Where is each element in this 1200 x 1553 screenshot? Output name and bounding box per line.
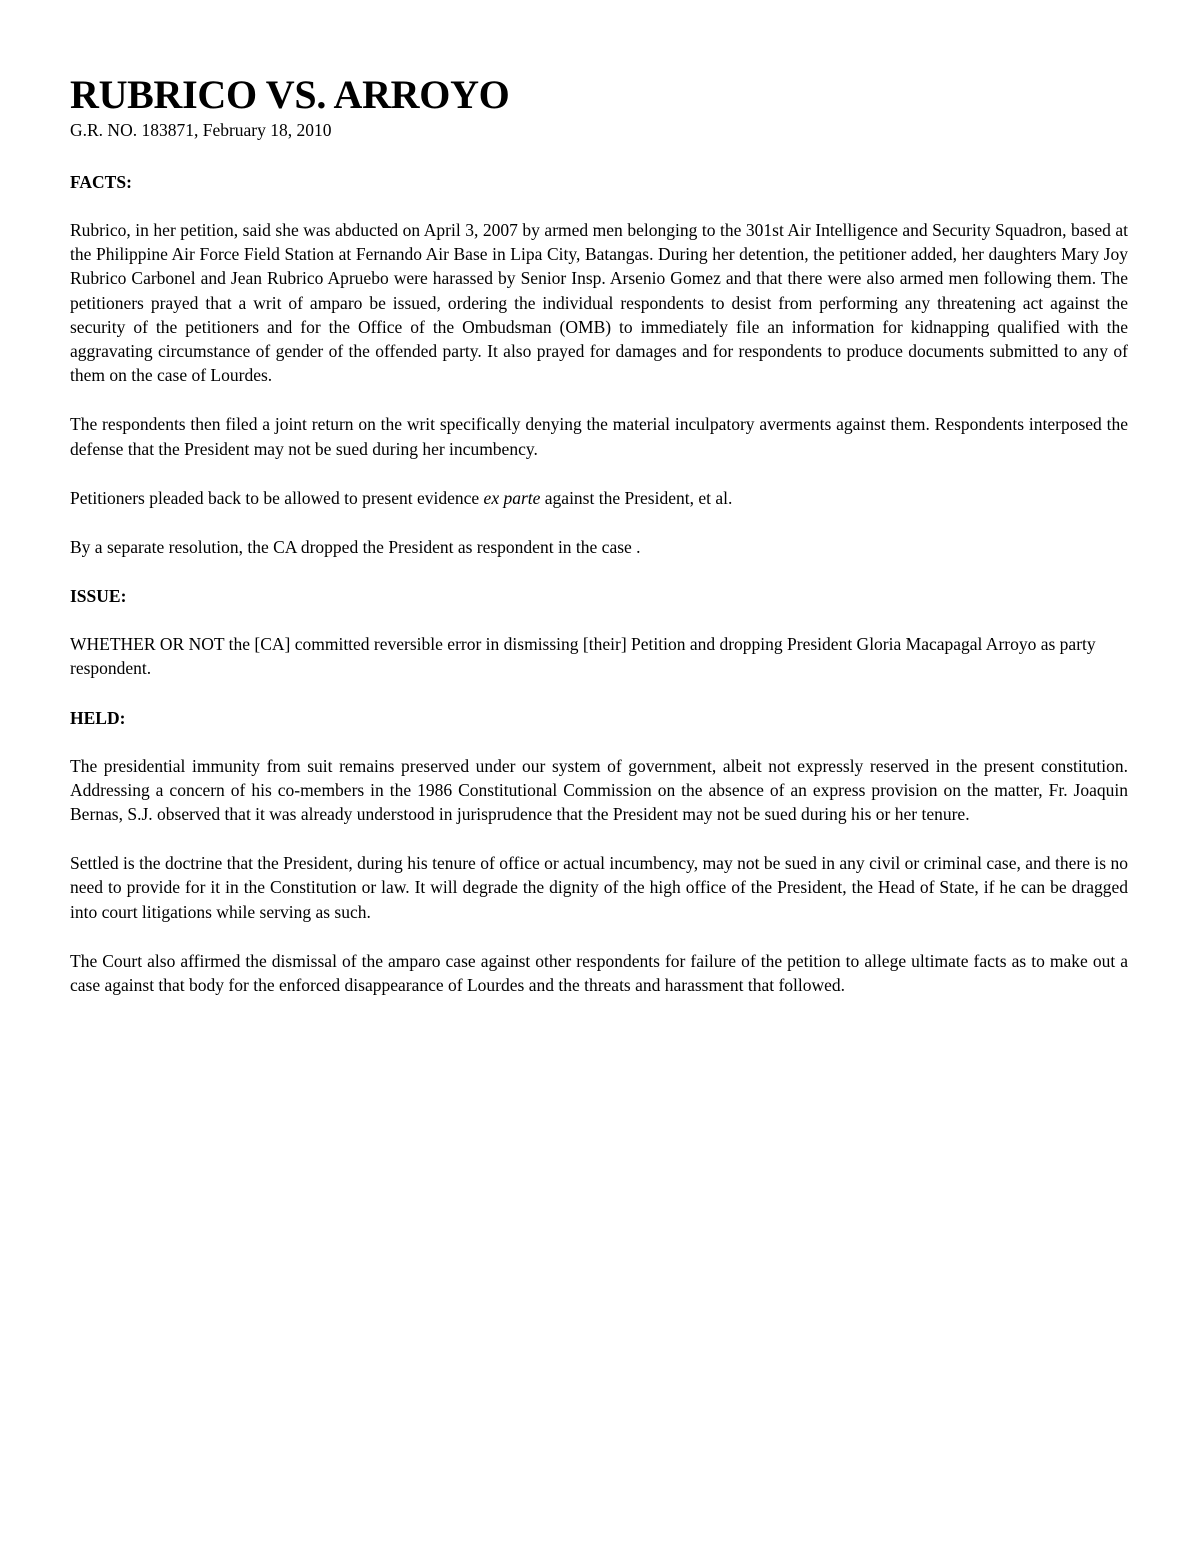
facts-paragraph-2: The respondents then filed a joint return on the writ specifically denying the material inculpatory averments against them. Respondents interposed the defense that the President may not be sued during her incumbency. <box>70 414 1128 459</box>
facts-paragraph-1: Rubrico, in her petition, said she was abducted on April 3, 2007 by armed men belonging to the 301st Air Intelligence and Security Squadron, based at the Philippine Air Force Field Station at Fernando Air Base in Lipa City, Batangas. During her detention, the petitioner added, her daughters Mary Joy Rubrico Carbonel and Jean Rubrico Apruebo were harassed by Senior Insp. Arsenio Gomez and that there were also armed men following them. The petitioners prayed that a writ of amparo be issued, ordering the individual respondents to desist from performing any threatening act against the security of the petitioners and for the Office of the Ombudsman (OMB) to immediately file an information for kidnapping qualified with the aggravating circumstance of gender of the offended party. It also prayed for damages and for respondents to produce documents submitted to any of them on the case of Lourdes. <box>70 220 1128 386</box>
facts-heading: FACTS: <box>70 172 132 192</box>
facts-paragraph-3-end: against the President, et al. <box>540 487 733 508</box>
issue-heading: ISSUE: <box>70 586 127 607</box>
document-page <box>70 72 1128 1022</box>
facts-paragraph-4: By a separate resolution, the CA dropped the President as respondent in the case . <box>70 537 641 558</box>
held-paragraph-2: Settled is the doctrine that the President, during his tenure of office or actual incumbency, may not be sued in any civil or criminal case, and there is no need to provide for it in the Constitution or law. It will degrade the dignity of the high office of the President, the Head of State, if he can be dragged into court litigations while serving as such. <box>70 853 1128 922</box>
ex-parte-term: ex parte <box>483 487 541 508</box>
issue-paragraph: WHETHER OR NOT the [CA] committed reversible error in dismissing [their] Petition and dropping President Gloria Macapagal Arroyo as party respondent. <box>70 634 1096 679</box>
held-paragraph-1: The presidential immunity from suit remains preserved under our system of government, albeit not expressly reserved in the present constitution. Addressing a concern of his co-members in the 1986 Constitutional Commission on the absence of an express provision on the matter, Fr. Joaquin Bernas, S.J. observed that it was already understood in jurisprudence that the President may not be sued during his or her tenure. <box>70 755 1128 825</box>
case-citation: G.R. NO. 183871, February 18, 2010 <box>70 120 332 140</box>
held-paragraph-3: The Court also affirmed the dismissal of the amparo case against other respondents for failure of the petition to allege ultimate facts as to make out a case against that body for the enforced disappearance of Lourdes and the threats and harassment that followed. <box>70 950 1128 996</box>
held-heading: HELD: <box>70 707 126 728</box>
facts-paragraph-3 <box>70 486 1128 510</box>
case-title: RUBRICO VS. ARROYO <box>70 72 510 117</box>
facts-paragraph-3-start: Petitioners pleaded back to be allowed to present evidence <box>70 487 484 508</box>
